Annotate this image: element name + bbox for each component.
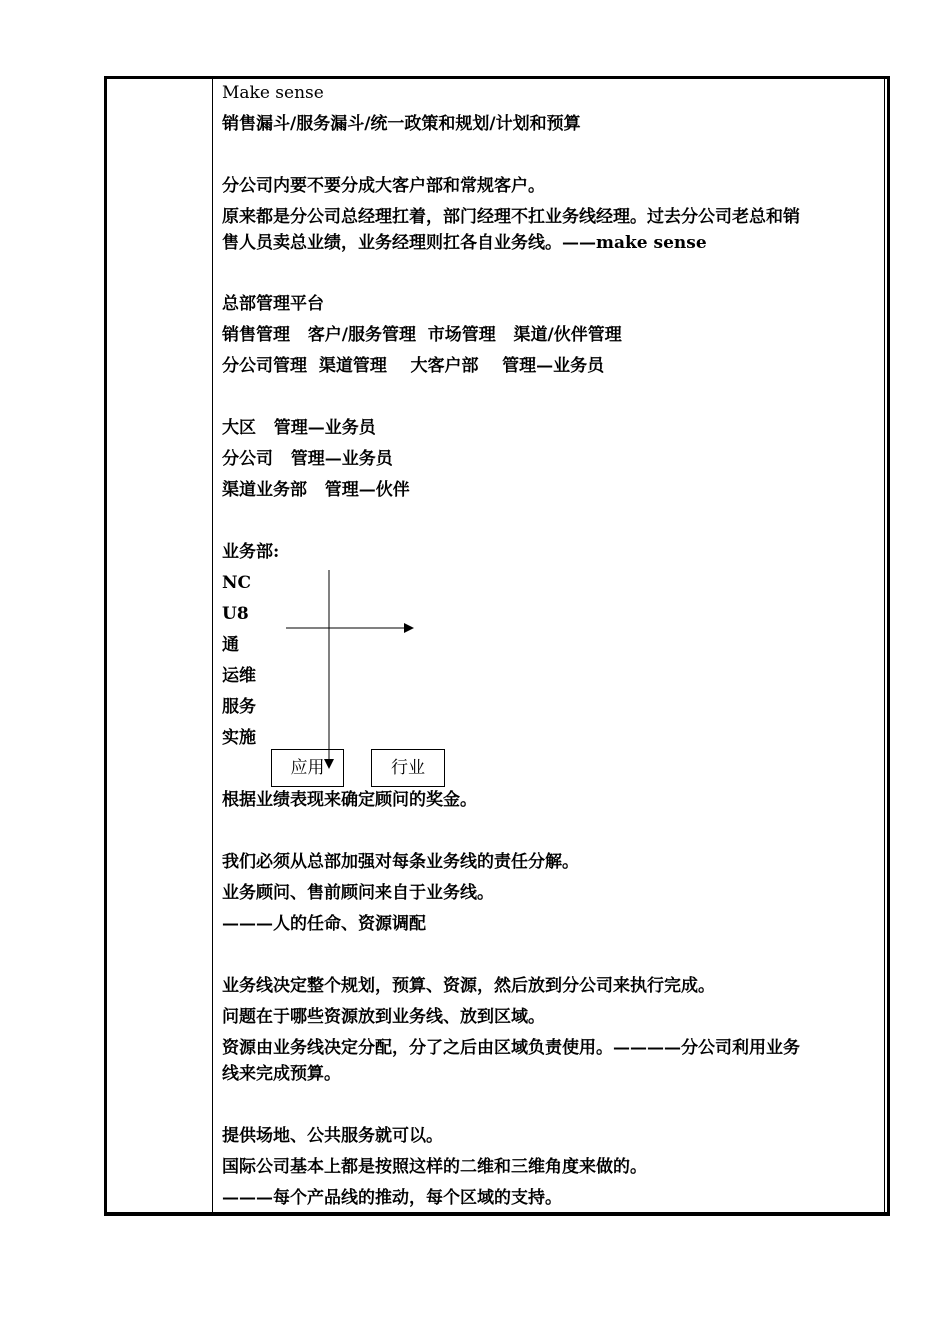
text-line: 销售漏斗/服务漏斗/统一政策和规划/计划和预算 xyxy=(222,114,581,134)
text-line: 售人员卖总业绩，业务经理则扛各自业务线。——make sense xyxy=(222,233,707,253)
text-line: 原来都是分公司总经理扛着，部门经理不扛业务线经理。过去分公司老总和销 xyxy=(222,207,800,227)
text-line: ———人的任命、资源调配 xyxy=(222,914,426,934)
text-line: Make sense xyxy=(222,83,324,103)
table-inner-right-border xyxy=(884,79,887,1213)
text-line: 问题在于哪些资源放到业务线、放到区域。 xyxy=(222,1007,545,1027)
text-line: 业务线决定整个规划，预算、资源，然后放到分公司来执行完成。 xyxy=(222,976,715,996)
text-line: ———每个产品线的推动，每个区域的支持。 xyxy=(222,1188,562,1208)
table-bottom-inner-border xyxy=(104,1212,890,1213)
diagram-box-application: 应用 xyxy=(271,749,344,787)
text-line: 服务 xyxy=(222,697,256,717)
text-line: NC xyxy=(222,573,252,593)
text-line: 根据业绩表现来确定顾问的奖金。 xyxy=(222,790,477,810)
column-divider xyxy=(212,79,213,1213)
text-line: 实施 xyxy=(222,728,256,748)
text-line: 运维 xyxy=(222,666,256,686)
text-line: 资源由业务线决定分配，分了之后由区域负责使用。————分公司利用业务 xyxy=(222,1038,800,1058)
text-line: 提供场地、公共服务就可以。 xyxy=(222,1126,443,1146)
text-line: 国际公司基本上都是按照这样的二维和三维角度来做的。 xyxy=(222,1157,647,1177)
text-line: 渠道业务部 管理—伙伴 xyxy=(222,480,410,500)
text-line: 分公司 管理—业务员 xyxy=(222,449,393,469)
text-line: 大区 管理—业务员 xyxy=(222,418,376,438)
text-line: 分公司内要不要分成大客户部和常规客户。 xyxy=(222,176,545,196)
text-line: U8 xyxy=(222,604,249,624)
diagram-box-industry: 行业 xyxy=(371,749,445,787)
text-line: 分公司管理 渠道管理 大客户部 管理—业务员 xyxy=(222,356,605,376)
text-line: 销售管理 客户/服务管理 市场管理 渠道/伙伴管理 xyxy=(222,325,622,345)
text-line: 线来完成预算。 xyxy=(222,1064,341,1084)
text-line: 业务部: xyxy=(222,542,280,562)
text-line: 我们必须从总部加强对每条业务线的责任分解。 xyxy=(222,852,579,872)
text-line: 总部管理平台 xyxy=(222,294,324,314)
text-line: 业务顾问、售前顾问来自于业务线。 xyxy=(222,883,494,903)
text-line: 通 xyxy=(222,635,239,655)
